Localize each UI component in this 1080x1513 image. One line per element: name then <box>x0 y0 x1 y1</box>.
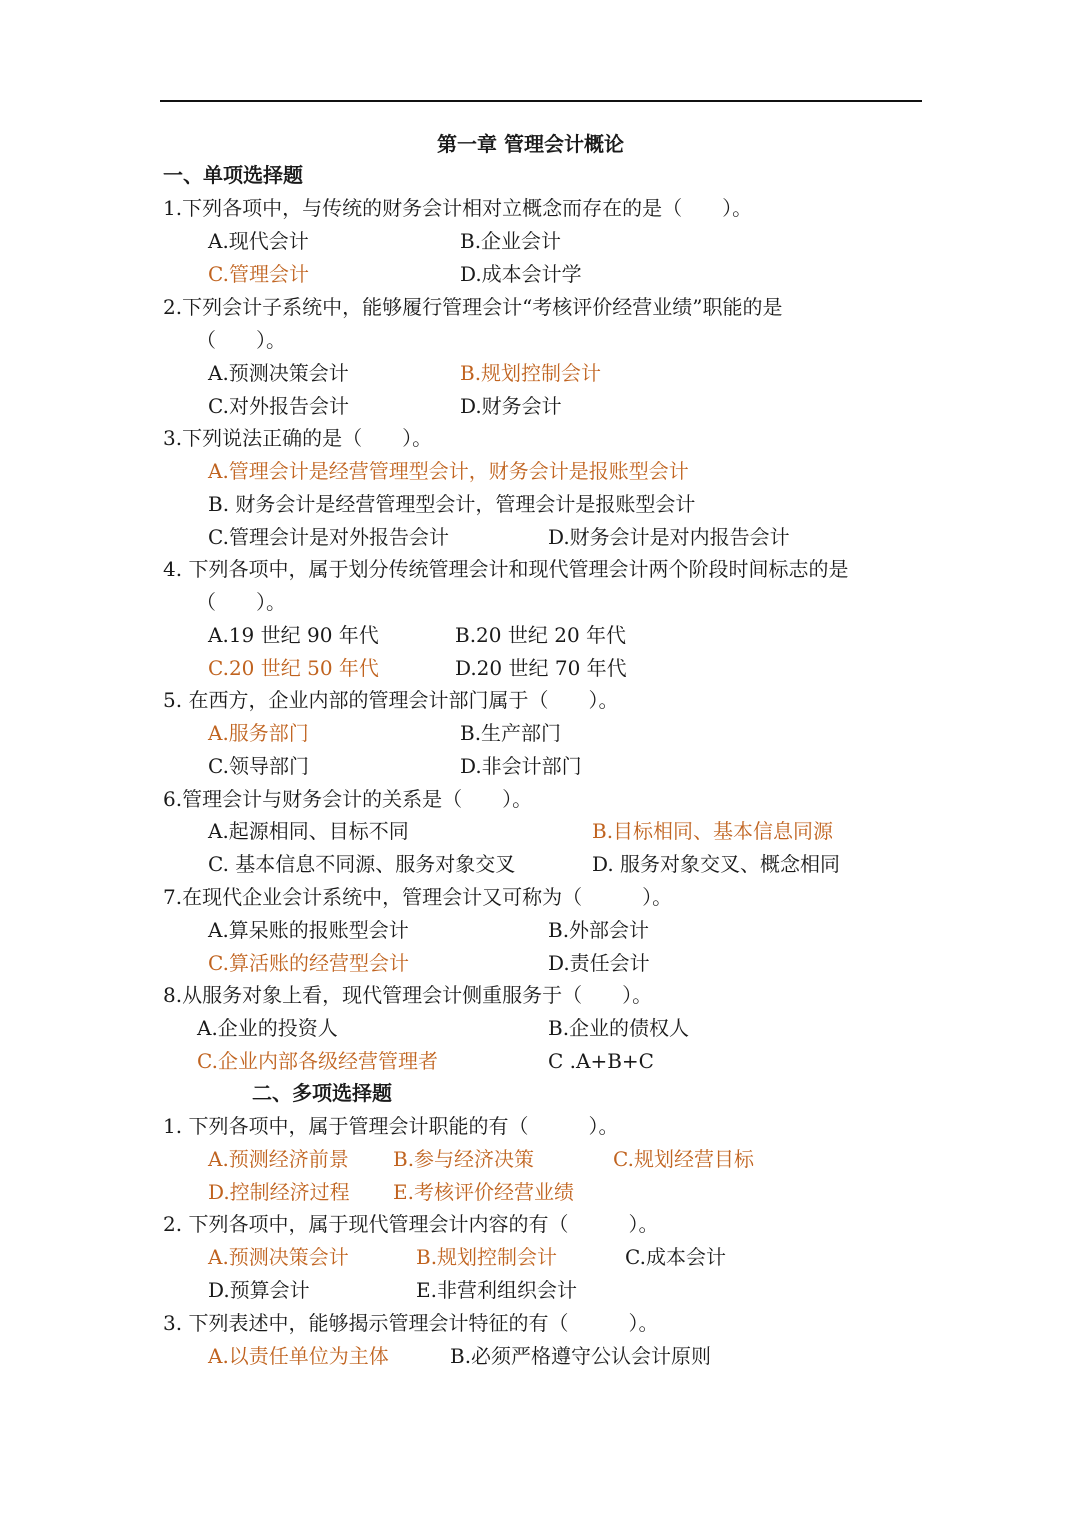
option-b: B.外部会计 <box>548 918 650 942</box>
option-b-answer: B.目标相同、基本信息同源 <box>592 819 834 843</box>
option-d: D.财务会计 <box>460 394 562 418</box>
option-d: D.财务会计是对内报告会计 <box>548 525 790 549</box>
option-c: C.领导部门 <box>208 754 309 778</box>
question-stem: 7.在现代企业会计系统中，管理会计又可称为（ ）。 <box>163 885 673 909</box>
option-c: C.对外报告会计 <box>208 394 349 418</box>
option-a: A.起源相同、目标不同 <box>208 819 409 843</box>
option-a: A.19 世纪 90 年代 <box>208 623 379 647</box>
option-a: A.预测决策会计 <box>208 361 349 385</box>
option-b-answer: B.规划控制会计 <box>416 1245 558 1269</box>
question-stem: 3. 下列表述中，能够揭示管理会计特征的有（ ）。 <box>163 1311 659 1335</box>
option-a: A.企业的投资人 <box>197 1016 338 1040</box>
option-a-answer: A.管理会计是经营管理型会计，财务会计是报账型会计 <box>208 459 689 483</box>
option-c-answer: C.管理会计 <box>208 262 309 286</box>
question-stem: 8.从服务对象上看，现代管理会计侧重服务于（ ）。 <box>163 983 653 1007</box>
option-b: B.必须严格遵守公认会计原则 <box>450 1344 712 1368</box>
option-c-answer: C.20 世纪 50 年代 <box>208 656 379 680</box>
option-b-answer: B.参与经济决策 <box>393 1147 535 1171</box>
option-d: D.非会计部门 <box>460 754 582 778</box>
question-stem: 1. 下列各项中，属于管理会计职能的有（ ）。 <box>163 1114 619 1138</box>
option-d: D.责任会计 <box>548 951 650 975</box>
question-stem: 5. 在西方，企业内部的管理会计部门属于（ ）。 <box>163 688 619 712</box>
option-b: B.企业会计 <box>460 229 562 253</box>
option-a: A.算呆账的报账型会计 <box>208 918 409 942</box>
option-b-answer: B.规划控制会计 <box>460 361 602 385</box>
question-stem: 3.下列说法正确的是（ ）。 <box>163 426 433 450</box>
option-b: B.企业的债权人 <box>548 1016 690 1040</box>
question-stem-continued: （ ）。 <box>196 328 286 352</box>
question-stem: 2.下列会计子系统中，能够履行管理会计“考核评价经营业绩”职能的是 <box>163 295 783 319</box>
section-title-single-choice: 一、单项选择题 <box>163 163 303 187</box>
question-stem-continued: （ ）。 <box>196 590 286 614</box>
section-title-multiple-choice: 二、多项选择题 <box>252 1081 392 1105</box>
question-stem: 1.下列各项中，与传统的财务会计相对立概念而存在的是（ ）。 <box>163 196 753 220</box>
option-c: C.成本会计 <box>625 1245 726 1269</box>
option-d: D.成本会计学 <box>460 262 582 286</box>
chapter-title: 第一章 管理会计概论 <box>437 132 624 156</box>
option-c: C. 基本信息不同源、服务对象交叉 <box>208 852 516 876</box>
option-a-answer: A.预测经济前景 <box>208 1147 349 1171</box>
question-stem: 2. 下列各项中，属于现代管理会计内容的有（ ）。 <box>163 1212 659 1236</box>
option-b: B.20 世纪 20 年代 <box>455 623 627 647</box>
option-a-answer: A.服务部门 <box>208 721 309 745</box>
option-b: B.生产部门 <box>460 721 562 745</box>
option-e-answer: E.考核评价经营业绩 <box>393 1180 574 1204</box>
option-c-answer: C.算活账的经营型会计 <box>208 951 409 975</box>
option-a: A.现代会计 <box>208 229 309 253</box>
option-c-answer: C.企业内部各级经营管理者 <box>197 1049 438 1073</box>
option-d-answer: D.控制经济过程 <box>208 1180 350 1204</box>
option-a-answer: A.以责任单位为主体 <box>208 1344 389 1368</box>
question-stem: 4. 下列各项中，属于划分传统管理会计和现代管理会计两个阶段时间标志的是 <box>163 557 849 581</box>
header-rule <box>160 100 922 102</box>
option-c-answer: C.规划经营目标 <box>613 1147 754 1171</box>
question-stem: 6.管理会计与财务会计的关系是（ ）。 <box>163 787 533 811</box>
option-d: D.20 世纪 70 年代 <box>455 656 627 680</box>
option-a-answer: A.预测决策会计 <box>208 1245 349 1269</box>
option-d: C .A+B+C <box>548 1049 654 1073</box>
option-d: D. 服务对象交叉、概念相同 <box>592 852 841 876</box>
option-d: D.预算会计 <box>208 1278 310 1302</box>
option-b: B. 财务会计是经营管理型会计，管理会计是报账型会计 <box>208 492 696 516</box>
option-e: E.非营利组织会计 <box>416 1278 577 1302</box>
option-c: C.管理会计是对外报告会计 <box>208 525 449 549</box>
